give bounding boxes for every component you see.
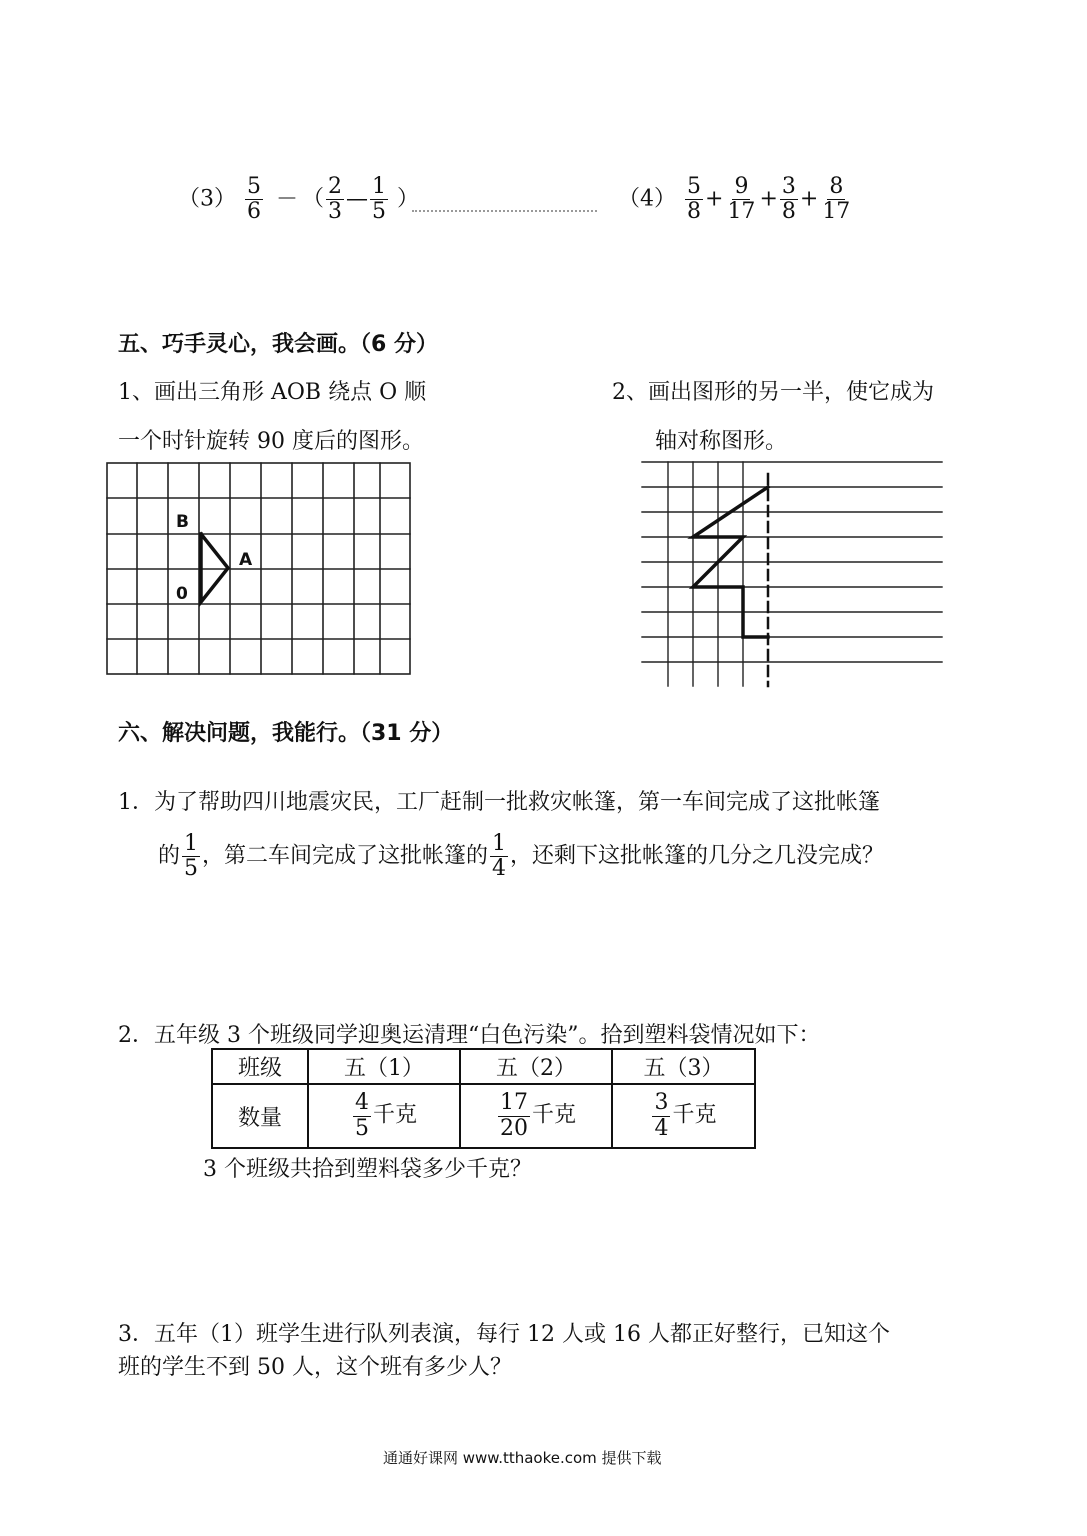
table-header: 五（3） <box>612 1049 755 1084</box>
s5-q2-line2: 轴对称图形。 <box>655 429 788 454</box>
table-header: 五（2） <box>460 1049 612 1084</box>
problem-3-line2: 班的学生不到 50 人，这个班有多少人？ <box>118 1355 512 1380</box>
calc-item-3: （3） $\frac{5}{6}$ － （ $\frac{2}{3}$ — $\frac{1}{5}$ ） <box>178 174 420 225</box>
s5-q1-line1: 1、画出三角形 AOB 绕点 O 顺 <box>118 380 427 405</box>
problem-2-question: 3 个班级共拾到塑料袋多少千克？ <box>203 1157 532 1182</box>
plastic-bag-table <box>211 1048 756 1149</box>
label-O: 0 <box>176 584 188 604</box>
triangle-aob <box>201 534 228 602</box>
calc-item-4: （4） $\frac{5}{8}$ + $\frac{9}{17}$ + $\frac{3}{8}$ + $\frac{8}{17}$ <box>618 174 851 225</box>
problem-1-line1: 1．为了帮助四川地震灾民，工厂赶制一批救灾帐篷，第一车间完成了这批帐篷 <box>118 790 880 815</box>
section-5-title: 五、巧手灵心，我会画。（6 分） <box>118 332 438 357</box>
rotation-grid <box>100 456 420 686</box>
label-B: B <box>176 512 189 532</box>
problem-1-line2: 的 $\frac{1}{5}$ ，第二车间完成了这批帐篷的 $\frac{1}{4}$ ，还剩下这批帐篷的几分之几没完成？ <box>158 831 885 882</box>
s5-q1-line2: 一个时针旋转 90 度后的图形。 <box>118 429 424 454</box>
table-header: 五（1） <box>308 1049 460 1084</box>
symmetry-grid <box>640 456 950 691</box>
table-cell: $\frac{4}{5}$ 千克 <box>308 1084 460 1148</box>
footer-credit: 通通好课网 www.tthaoke.com 提供下载 <box>383 1449 662 1467</box>
label-A: A <box>239 550 253 570</box>
dotted-leader <box>412 210 597 212</box>
s5-q2-line1: 2、画出图形的另一半，使它成为 <box>612 380 934 405</box>
problem-2-line: 2．五年级 3 个班级同学迎奥运清理“白色污染”。拾到塑料袋情况如下： <box>118 1023 821 1048</box>
table-cell: $\frac{3}{4}$ 千克 <box>612 1084 755 1148</box>
section-6-title: 六、解决问题，我能行。（31 分） <box>118 721 454 746</box>
problem-3-line1: 3．五年（1）班学生进行队列表演，每行 12 人或 16 人都正好整行，已知这个 <box>118 1322 890 1347</box>
table-cell: $\frac{17}{20}$ 千克 <box>460 1084 612 1148</box>
table-header: 班级 <box>212 1049 308 1084</box>
table-row-label: 数量 <box>212 1084 308 1148</box>
